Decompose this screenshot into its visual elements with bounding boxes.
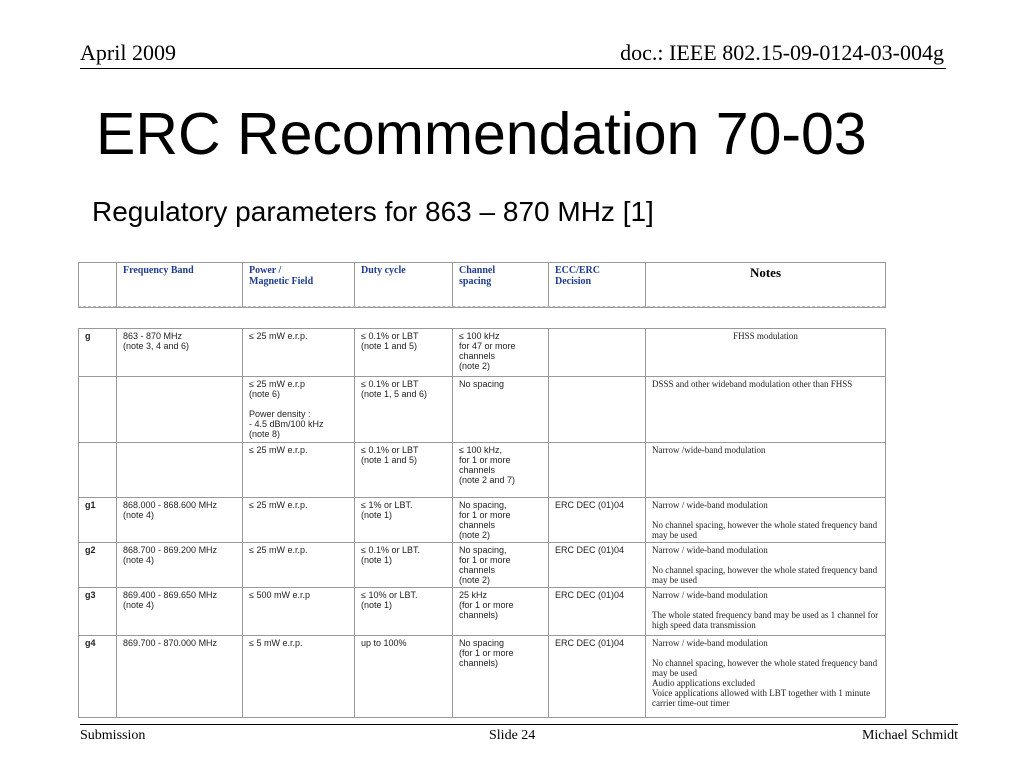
cell-notes: Narrow /wide-band modulation (646, 443, 886, 498)
cell-decision (549, 377, 646, 443)
cell-decision (549, 443, 646, 498)
col-header-duty-cycle: Duty cycle (355, 263, 453, 308)
table-row (79, 329, 886, 377)
cell-notes: Narrow / wide-band modulation The whole stated frequency band may be used as 1 channel for high speed data transmission (646, 588, 886, 636)
cell-band: g4 (79, 636, 117, 718)
cell-freq: 863 - 870 MHz (note 3, 4 and 6) (117, 329, 243, 377)
cell-freq: 869.400 - 869.650 MHz (note 4) (117, 588, 243, 636)
cell-band: g (79, 329, 117, 377)
col-header-channel-spacing: Channel spacing (453, 263, 549, 308)
cell-band: g3 (79, 588, 117, 636)
table-row (79, 377, 886, 443)
table-row (79, 636, 886, 718)
cell-power: ≤ 25 mW e.r.p (note 6) Power density : - 4.5 dBm/100 kHz (note 8) (243, 377, 355, 443)
cell-decision: ERC DEC (01)04 (549, 498, 646, 543)
table-row (79, 498, 886, 543)
cell-decision: ERC DEC (01)04 (549, 588, 646, 636)
cell-spacing: No spacing, for 1 or more channels (note 2) (453, 498, 549, 543)
cell-duty: ≤ 0.1% or LBT (note 1 and 5) (355, 329, 453, 377)
cell-freq: 869.700 - 870.000 MHz (117, 636, 243, 718)
cell-spacing: No spacing, for 1 or more channels (note 2) (453, 543, 549, 588)
cell-spacing: ≤ 100 kHz, for 1 or more channels (note 2 and 7) (453, 443, 549, 498)
cell-freq (117, 443, 243, 498)
cell-power: ≤ 5 mW e.r.p. (243, 636, 355, 718)
cell-duty: ≤ 10% or LBT. (note 1) (355, 588, 453, 636)
table-row (79, 588, 886, 636)
cell-power: ≤ 25 mW e.r.p. (243, 543, 355, 588)
cell-duty: ≤ 0.1% or LBT (note 1 and 5) (355, 443, 453, 498)
cell-band: g2 (79, 543, 117, 588)
cell-spacing: No spacing (453, 377, 549, 443)
col-header-notes: Notes (646, 263, 886, 308)
col-header-decision: ECC/ERC Decision (549, 263, 646, 308)
cell-notes: FHSS modulation (646, 329, 886, 377)
col-header-band (79, 263, 117, 308)
cell-duty: ≤ 0.1% or LBT. (note 1) (355, 543, 453, 588)
cell-power: ≤ 25 mW e.r.p. (243, 498, 355, 543)
cell-decision (549, 329, 646, 377)
cell-spacing: ≤ 100 kHz for 47 or more channels (note 2) (453, 329, 549, 377)
cell-power: ≤ 25 mW e.r.p. (243, 329, 355, 377)
footer-submission: Submission (80, 728, 146, 743)
cell-notes: Narrow / wide-band modulation No channel spacing, however the whole stated frequency band may be used (646, 543, 886, 588)
footer-rule (80, 724, 958, 725)
header-date: April 2009 (80, 40, 176, 65)
slide-title: ERC Recommendation 70-03 (96, 101, 867, 167)
cell-spacing: 25 kHz (for 1 or more channels) (453, 588, 549, 636)
cell-band: g1 (79, 498, 117, 543)
cell-decision: ERC DEC (01)04 (549, 543, 646, 588)
footer-slide-number: Slide 24 (489, 728, 536, 743)
cell-duty: ≤ 0.1% or LBT (note 1, 5 and 6) (355, 377, 453, 443)
table-cut-line (78, 306, 885, 307)
cell-freq: 868.700 - 869.200 MHz (note 4) (117, 543, 243, 588)
cell-decision: ERC DEC (01)04 (549, 636, 646, 718)
cell-spacing: No spacing (for 1 or more channels) (453, 636, 549, 718)
slide-subtitle: Regulatory parameters for 863 – 870 MHz [1] (92, 196, 654, 227)
header-doc-id: doc.: IEEE 802.15-09-0124-03-004g (620, 40, 944, 65)
table-header-strip (78, 262, 886, 308)
cell-duty: up to 100% (355, 636, 453, 718)
cell-band (79, 443, 117, 498)
header-rule (80, 68, 946, 69)
regulatory-table (78, 328, 886, 718)
cell-freq (117, 377, 243, 443)
cell-power: ≤ 500 mW e.r.p (243, 588, 355, 636)
cell-notes: Narrow / wide-band modulation No channel spacing, however the whole stated frequency band may be used Audio applications excluded Voice applications allowed with LBT together with 1 minute carrier time-out timer (646, 636, 886, 718)
cell-power: ≤ 25 mW e.r.p. (243, 443, 355, 498)
cell-band (79, 377, 117, 443)
col-header-power: Power / Magnetic Field (243, 263, 355, 308)
cell-notes: DSSS and other wideband modulation other than FHSS (646, 377, 886, 443)
col-header-frequency-band: Frequency Band (117, 263, 243, 308)
cell-duty: ≤ 1% or LBT. (note 1) (355, 498, 453, 543)
footer-author: Michael Schmidt (861, 728, 958, 743)
table-row (79, 543, 886, 588)
table-row (79, 443, 886, 498)
cell-freq: 868.000 - 868.600 MHz (note 4) (117, 498, 243, 543)
cell-notes: Narrow / wide-band modulation No channel spacing, however the whole stated frequency band may be used (646, 498, 886, 543)
